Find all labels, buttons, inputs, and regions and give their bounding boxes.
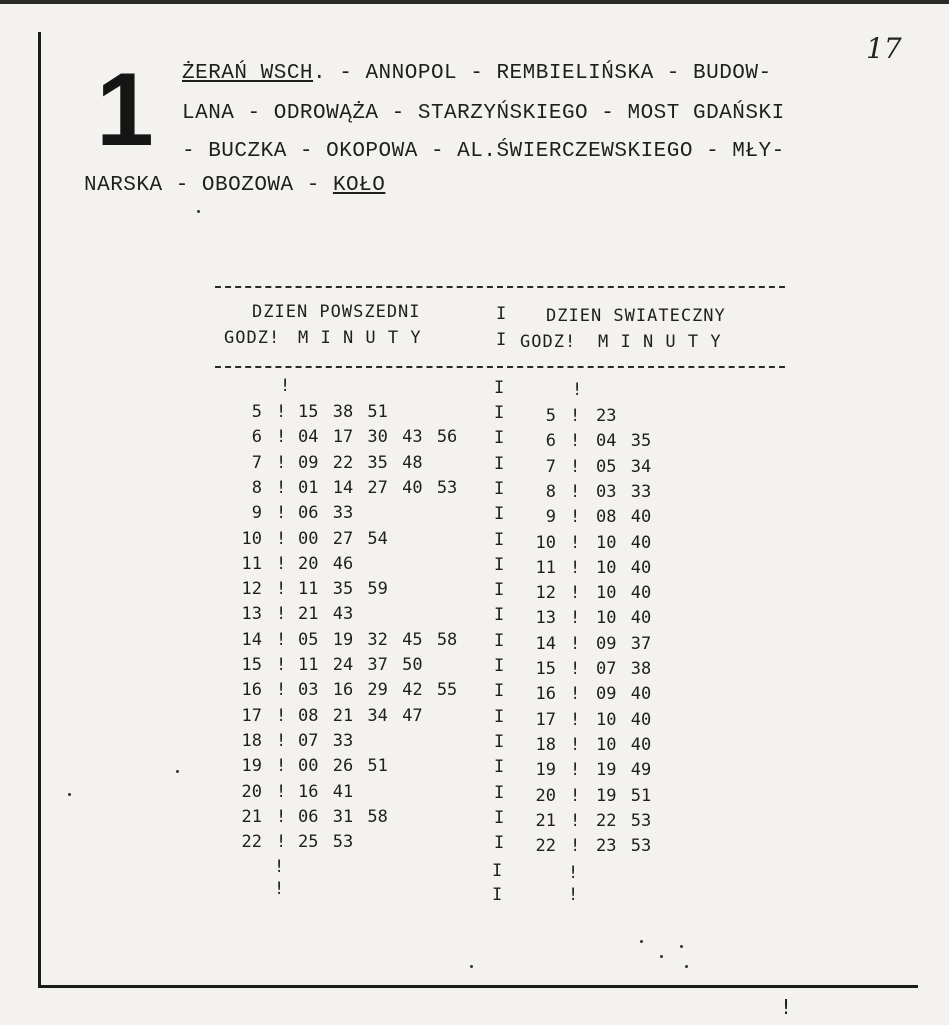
holiday-minutes: 10 40 [596, 709, 652, 730]
route-end-stop: KOŁO [332, 174, 386, 197]
route-line-1-text: . - ANNOPOL - REMBIELIŃSKA - BUDOW- [313, 62, 772, 85]
holiday-hour: 15 [535, 659, 556, 679]
column-divider: I [494, 706, 505, 727]
weekday-bang: ! [276, 629, 287, 650]
holiday-bang: ! [570, 406, 581, 426]
paper-speck [68, 793, 71, 796]
weekday-bang: ! [276, 806, 287, 827]
weekday-bang: ! [274, 857, 285, 878]
weekday-minutes: 00 26 51 [298, 756, 388, 777]
paper-speck [176, 770, 179, 773]
holiday-minutes: 10 40 [596, 734, 652, 755]
weekday-minutes: 04 17 30 43 56 [298, 427, 458, 448]
route-line-2: LANA - ODROWĄŻA - STARZYŃSKIEGO - MOST GDAŃSKI [182, 102, 785, 125]
holiday-hour: 10 [535, 532, 556, 553]
column-divider: I [494, 681, 505, 702]
column-divider: I [494, 403, 505, 423]
weekday-minutes: 08 21 34 47 [298, 705, 423, 726]
weekday-minutes: 01 14 27 40 53 [298, 477, 458, 498]
weekday-minutes: 07 33 [298, 730, 354, 751]
weekday-hour: 12 [241, 579, 262, 600]
weekday-hour: 16 [241, 680, 262, 701]
weekday-bang: ! [276, 756, 287, 777]
holiday-bang: ! [570, 810, 581, 831]
weekday-hour: 15 [241, 655, 262, 675]
holiday-bang: ! [570, 456, 581, 477]
holiday-hour: 16 [535, 684, 556, 705]
column-divider: I [494, 630, 505, 651]
holiday-bang: ! [572, 380, 583, 400]
weekday-bang: ! [276, 655, 287, 675]
weekday-hour: 18 [241, 730, 262, 751]
holiday-hour: 9 [545, 507, 556, 528]
weekday-bang: ! [276, 402, 287, 422]
column-divider: I [494, 605, 505, 626]
weekday-hour: 5 [251, 402, 262, 422]
holiday-bang: ! [570, 481, 581, 502]
weekday-hour: 6 [251, 427, 262, 448]
column-divider: I [494, 807, 505, 828]
column-divider: I [494, 554, 505, 575]
weekday-bang: ! [276, 730, 287, 751]
holiday-hour: 19 [535, 760, 556, 781]
weekday-minutes: 05 19 32 45 58 [298, 629, 458, 650]
holiday-hour: 17 [535, 709, 556, 730]
weekday-title: DZIEN POWSZEDNI [252, 302, 421, 322]
holiday-bang: ! [570, 760, 581, 781]
weekday-minutes: 00 27 54 [298, 528, 388, 549]
route-line-4-text: NARSKA - OBOZOWA - [84, 174, 333, 197]
paper-speck [640, 940, 643, 943]
weekday-bang: ! [276, 579, 287, 600]
weekday-minutes: 11 35 59 [298, 579, 388, 600]
weekday-bang: ! [276, 553, 287, 574]
holiday-hour: 5 [545, 406, 556, 426]
weekday-bang: ! [274, 879, 285, 900]
holiday-minutes: 19 49 [596, 760, 652, 781]
column-divider: I [494, 453, 505, 474]
weekday-minutes: 15 38 51 [298, 402, 388, 422]
route-start-stop: ŻERAŃ WSCH [182, 62, 314, 85]
holiday-bang: ! [570, 659, 581, 679]
weekday-hour: 20 [241, 781, 262, 802]
holiday-bang: ! [570, 709, 581, 730]
weekday-hour: 14 [241, 629, 262, 650]
holiday-bang: ! [568, 885, 579, 906]
holiday-hour: 8 [545, 481, 556, 502]
weekday-bang: ! [276, 477, 287, 498]
holiday-minutes: 19 51 [596, 785, 652, 806]
holiday-bang: ! [570, 608, 581, 629]
weekday-bang: ! [276, 503, 287, 524]
holiday-bang: ! [570, 684, 581, 705]
holiday-hour: 18 [535, 734, 556, 755]
holiday-minutes: 10 40 [596, 583, 652, 604]
column-divider: I [494, 529, 505, 550]
column-divider-header: I [496, 304, 508, 324]
weekday-hour: 21 [241, 806, 262, 827]
holiday-minutes: 10 40 [596, 608, 652, 629]
paper-speck [660, 955, 663, 958]
weekday-bang: ! [276, 452, 287, 473]
weekday-bang: ! [276, 528, 287, 549]
weekday-hour: 11 [241, 553, 262, 574]
weekday-bang: ! [276, 604, 287, 625]
left-border [38, 32, 41, 987]
weekday-hour: 19 [241, 756, 262, 777]
column-divider: I [494, 656, 505, 676]
weekday-hour: 22 [241, 832, 262, 853]
weekday-hour-label: GODZ! [224, 328, 281, 348]
weekday-hour: 10 [241, 528, 262, 549]
weekday-bang: ! [276, 427, 287, 448]
holiday-bang: ! [570, 633, 581, 654]
holiday-bang: ! [570, 583, 581, 604]
holiday-hour: 12 [535, 583, 556, 604]
weekday-bang: ! [280, 376, 291, 396]
weekday-minutes: 16 41 [298, 781, 354, 802]
column-divider: I [494, 731, 505, 752]
column-divider: I [494, 757, 505, 778]
holiday-hour: 14 [535, 633, 556, 654]
weekday-hour: 7 [251, 452, 262, 473]
holiday-title: DZIEN SWIATECZNY [546, 306, 726, 326]
weekday-minutes: 09 22 35 48 [298, 452, 423, 473]
weekday-minutes: 06 31 58 [298, 806, 388, 827]
holiday-bang: ! [570, 785, 581, 806]
weekday-minutes: 03 16 29 42 55 [298, 680, 458, 701]
holiday-minutes: 23 [596, 406, 617, 426]
column-divider: I [494, 504, 505, 525]
holiday-minutes: 10 40 [596, 532, 652, 553]
holiday-minutes: 10 40 [596, 557, 652, 578]
paper-speck [470, 965, 473, 968]
table-header-rule [215, 366, 785, 368]
column-divider: I [494, 478, 505, 499]
holiday-minutes: 08 40 [596, 507, 652, 528]
holiday-minutes: 04 35 [596, 431, 652, 452]
holiday-minutes: 07 38 [596, 659, 652, 679]
holiday-bang: ! [568, 863, 579, 884]
weekday-minutes: 11 24 37 50 [298, 655, 423, 675]
table-top-rule [215, 286, 785, 288]
column-divider: I [492, 861, 503, 882]
holiday-minutes: 23 53 [596, 836, 652, 857]
route-line-3: - BUCZKA - OKOPOWA - AL.ŚWIERCZEWSKIEGO - MŁY- [182, 140, 785, 163]
column-divider: I [494, 428, 505, 449]
weekday-hour: 9 [251, 503, 262, 524]
top-border [0, 0, 949, 4]
bottom-border [38, 985, 918, 988]
holiday-bang: ! [570, 734, 581, 755]
bottom-mark: ! [780, 995, 793, 1019]
weekday-bang: ! [276, 781, 287, 802]
holiday-minutes: 05 34 [596, 456, 652, 477]
holiday-minutes: 03 33 [596, 481, 652, 502]
weekday-minutes-label: M I N U T Y [298, 328, 422, 348]
holiday-minutes: 09 40 [596, 684, 652, 705]
holiday-hour: 6 [545, 431, 556, 452]
holiday-bang: ! [570, 532, 581, 553]
holiday-minutes-label: M I N U T Y [598, 332, 722, 352]
weekday-minutes: 21 43 [298, 604, 354, 625]
weekday-minutes: 25 53 [298, 832, 354, 853]
holiday-hour: 21 [535, 810, 556, 831]
route-line-1 [182, 62, 772, 85]
paper-speck [680, 945, 683, 948]
holiday-hour: 22 [535, 836, 556, 857]
holiday-minutes: 22 53 [596, 810, 652, 831]
column-divider: I [492, 885, 503, 906]
weekday-hour: 13 [241, 604, 262, 625]
weekday-bang: ! [276, 705, 287, 726]
weekday-bang: ! [276, 832, 287, 853]
holiday-hour: 11 [535, 557, 556, 578]
line-number: 1 [96, 52, 154, 168]
column-divider: I [494, 782, 505, 803]
weekday-hour: 8 [251, 477, 262, 498]
route-line-4 [84, 174, 385, 197]
holiday-bang: ! [570, 557, 581, 578]
holiday-bang: ! [570, 836, 581, 857]
weekday-hour: 17 [241, 705, 262, 726]
paper-speck [685, 965, 688, 968]
holiday-hour: 13 [535, 608, 556, 629]
holiday-hour: 20 [535, 785, 556, 806]
holiday-minutes: 09 37 [596, 633, 652, 654]
weekday-minutes: 06 33 [298, 503, 354, 524]
page-number: 17 [866, 32, 902, 65]
paper-speck [197, 210, 200, 213]
weekday-bang: ! [276, 680, 287, 701]
holiday-hour-label: GODZ! [520, 332, 577, 352]
holiday-bang: ! [570, 507, 581, 528]
column-divider-header: I [496, 330, 508, 350]
holiday-hour: 7 [545, 456, 556, 477]
column-divider: I [494, 580, 505, 601]
holiday-bang: ! [570, 431, 581, 452]
column-divider: I [494, 378, 505, 398]
column-divider: I [494, 833, 505, 854]
weekday-minutes: 20 46 [298, 553, 354, 574]
